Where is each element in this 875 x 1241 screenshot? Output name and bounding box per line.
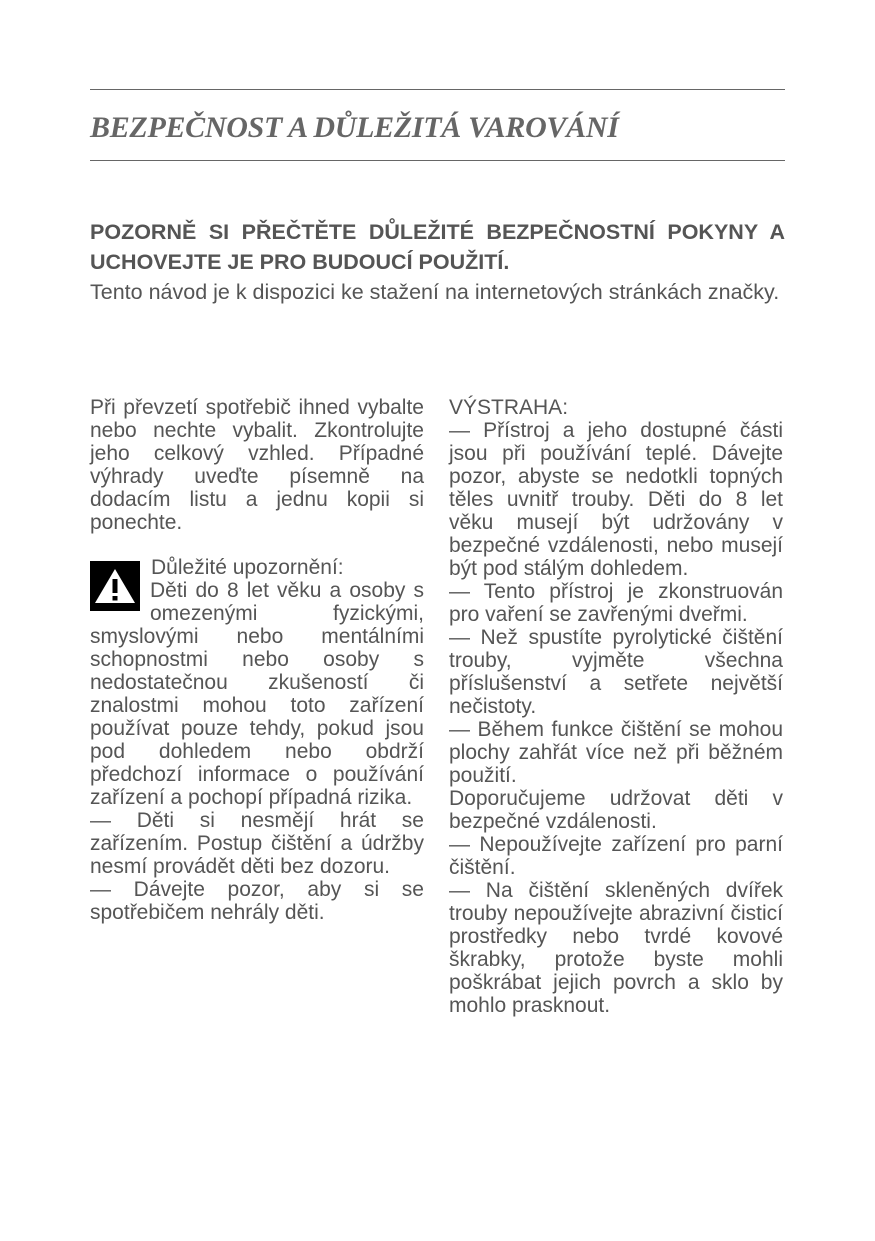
right-column [449,396,783,1017]
intro-text: Tento návod je k dispozici ke stažení na internetových stránkách značky. [90,280,780,304]
top-rule [90,89,785,90]
children-play-paragraph: — Děti si nesmějí hrát se zařízením. Postup čištění a údržby nesmí provádět děti bez dozoru. [90,809,424,878]
warning-icon [90,561,140,611]
warning-item: — Během funkce čištění se mohou plochy zahřát více než při běžném použití. [449,718,783,787]
left-column [90,396,424,924]
children-supervision-paragraph: — Dávejte pozor, aby si se spotřebičem nehrály děti. [90,878,424,924]
intro-heading: POZORNĚ SI PŘEČTĚTE DŮLEŽITÉ BEZPEČNOSTNÍ POKYNY A UCHOVEJTE JE PRO BUDOUCÍ POUŽITÍ. [90,220,785,274]
warning-item: — Tento přístroj je zkonstruován pro vaření se zavřenými dveřmi. [449,580,783,626]
children-warning-paragraph: Děti do 8 let věku a osoby s omezenými fyzickými, smyslovými nebo mentálními schopnostmi nebo osoby s nedostatečnou zkušeností či znalostmi mohou toto zařízení používat pouze tehdy, pokud jsou pod dohledem nebo obdrží předchozí informace o používání zařízení a pochopí případná rizika. [90,579,424,809]
warning-item: — Přístroj a jeho dostupné části jsou při používání teplé. Dávejte pozor, abyste se nedotkli topných těles uvnitř trouby. Děti do 8 let věku musejí být udržovány v bezpečné vzdálenosti, nebo musejí být pod stálým dohledem. [449,419,783,580]
intro-section [90,217,785,307]
warning-item: Doporučujeme udržovat děti v bezpečné vzdálenosti. [449,787,783,833]
warning-item: — Nepoužívejte zařízení pro parní čištění. [449,833,783,879]
unpacking-paragraph: Při převzetí spotřebič ihned vybalte nebo nechte vybalit. Zkontrolujte jeho celkový vzhled. Případné výhrady uveďte písemně na dodacím listu a jednu kopii si ponechte. [90,396,424,534]
warning-heading: VÝSTRAHA: [449,396,569,419]
bottom-rule [90,160,785,161]
page-title: BEZPEČNOST A DŮLEŽITÁ VAROVÁNÍ [90,111,619,144]
important-note-label: Důležité upozornění: [151,556,344,579]
warning-item: — Na čištění skleněných dvířek trouby nepoužívejte abrazivní čisticí prostředky nebo tvrdé kovové škrabky, protože byste mohli poškrábat jejich povrch a sklo by mohlo prasknout. [449,879,783,1017]
warning-item: — Než spustíte pyrolytické čištění trouby, vyjměte všechna příslušenství a setřete největší nečistoty. [449,626,783,718]
